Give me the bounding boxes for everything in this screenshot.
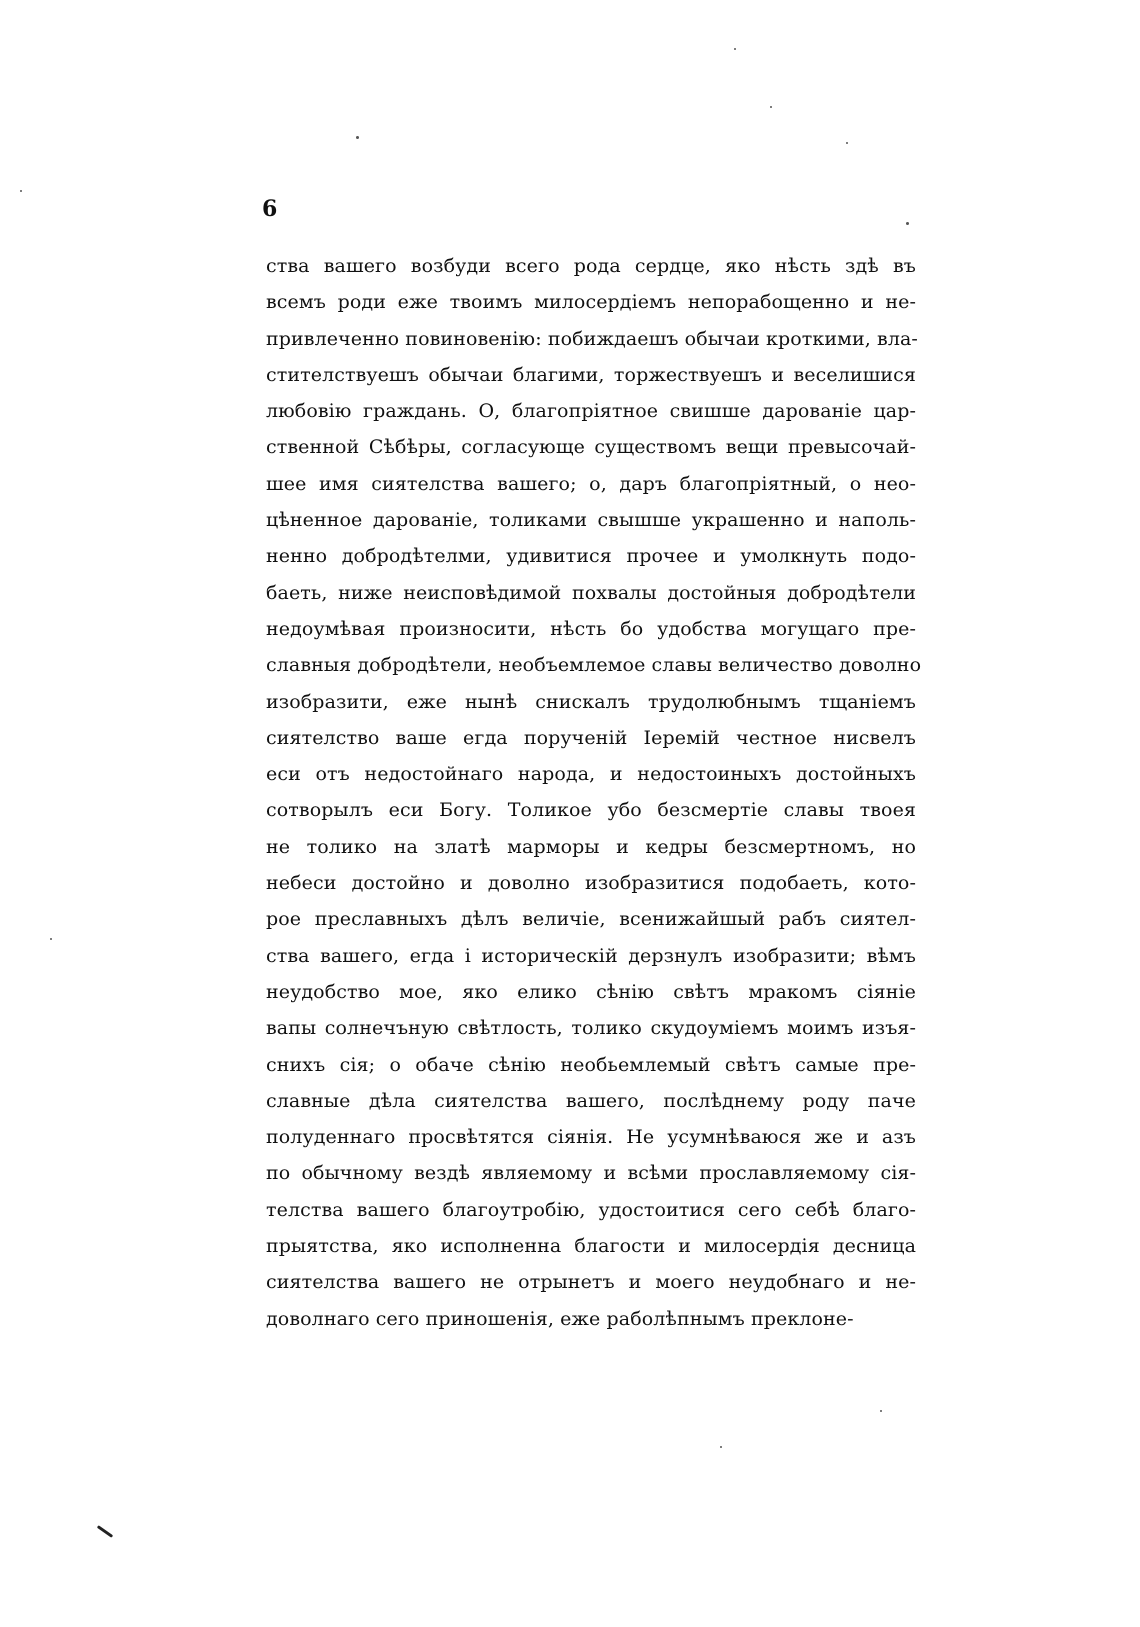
text-line: ства вашего, егда і историческій дерзнулъ изобразити; вѣмъ: [266, 944, 916, 967]
text-line: снихъ сія; о обаче сѣнію необьемлемый свѣтъ самые пре-: [266, 1053, 916, 1076]
text-line: шее имя сиятелства вашего; о, даръ благопріятный, о нео-: [266, 472, 916, 495]
scan-speck: [880, 1410, 882, 1412]
scan-speck: [20, 190, 22, 192]
text-line: стителствуешъ обычаи благими, торжествуешъ и веселишися: [266, 363, 916, 386]
text-line: баеть, ниже неисповѣдимой похвалы достойныя добродѣтели: [266, 581, 916, 604]
text-line: не толико на златѣ марморы и кедры безсмертномъ, но: [266, 835, 916, 858]
text-line: рое преславныхъ дѣлъ величіе, всенижайшый рабъ сиятел-: [266, 908, 916, 931]
scan-speck: [720, 1446, 722, 1448]
text-line: сиятелства вашего не отрынетъ и моего неудобнаго и не-: [266, 1271, 916, 1294]
scan-speck: [770, 106, 772, 108]
scan-speck: [906, 222, 909, 225]
text-line: телства вашего благоутробію, удостоитися сего себѣ благо-: [266, 1198, 916, 1221]
page-number: 6: [262, 196, 278, 222]
text-line: привлеченно повиновенію: побиждаешъ обычаи кроткими, вла-: [266, 327, 918, 350]
scan-mark: [97, 1525, 113, 1538]
text-line: еси отъ недостойнаго народа, и недостоиныхъ достойныхъ: [266, 763, 916, 786]
text-line: сотворылъ еси Богу. Толикое убо безсмертіе славы твоея: [266, 799, 916, 822]
scan-speck: [50, 938, 52, 940]
body-text: [266, 248, 922, 1337]
text-line: изобразити, еже нынѣ снискалъ трудолюбнымъ тщаніемъ: [266, 690, 916, 713]
text-line: любовію граждань. О, благопріятное свишше дарованіе цар-: [266, 400, 916, 423]
text-line: цѣненное дарованіе, толиками свышше украшенно и наполь-: [266, 509, 916, 532]
text-line: небеси достойно и доволно изобразитися подобаеть, кото-: [266, 872, 916, 895]
text-line: сиятелство ваше егда порученій Іеремій честное нисвелъ: [266, 726, 916, 749]
text-line: ненно добродѣтелми, удивитися прочее и умолкнуть подо-: [266, 545, 916, 568]
scan-speck: [734, 48, 736, 50]
text-line: прыятства, яко исполненна благости и милосердія десница: [266, 1235, 916, 1258]
scan-speck: [356, 136, 359, 139]
text-line: вапы солнечъную свѣтлость, толико скудоуміемъ моимъ изъя-: [266, 1017, 916, 1040]
text-line: неудобство мое, яко елико сѣнію свѣтъ мракомъ сіяніе: [266, 980, 916, 1003]
text-line: всемъ роди еже твоимъ милосердіемъ непорабощенно и не-: [266, 291, 916, 314]
text-line: доволнаго сего приношенія, еже раболѣпнымъ преклоне-: [266, 1307, 854, 1330]
text-line: полуденнаго просвѣтятся сіянія. Не усумнѣваюся же и азъ: [266, 1126, 916, 1149]
text-line: славныя добродѣтели, необъемлемое славы величество доволно: [266, 654, 922, 677]
scan-speck: [846, 142, 848, 144]
text-line: ства вашего возбуди всего рода сердце, яко нѣсть здѣ въ: [266, 255, 916, 277]
text-line: ственной Сѣбѣры, согласующе существомъ вещи превысочай-: [266, 436, 916, 459]
text-line: недоумѣвая произносити, нѣсть бо удобства могущаго пре-: [266, 617, 916, 640]
text-line: славные дѣла сиятелства вашего, послѣднему роду паче: [266, 1089, 916, 1112]
text-line: по обычному вездѣ являемому и всѣми прославляемому сія-: [266, 1162, 916, 1185]
